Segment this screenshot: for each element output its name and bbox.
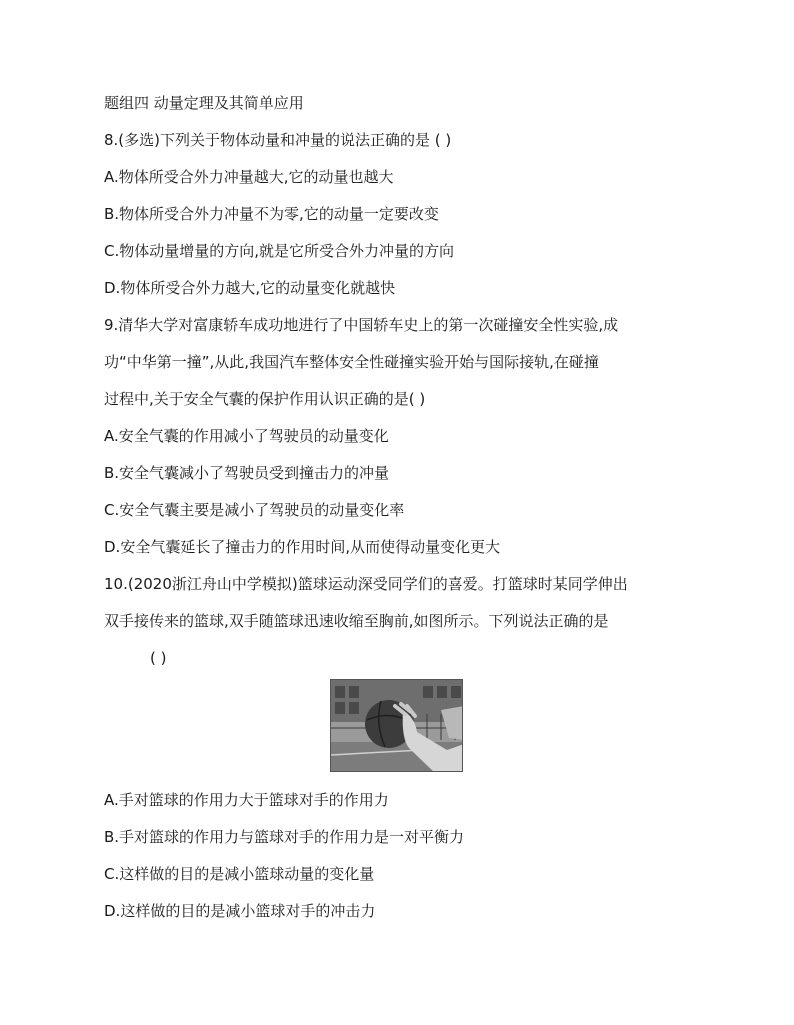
question-9-option-c: C.安全气囊主要是减小了驾驶员的动量变化率 xyxy=(104,501,405,519)
question-10-option-a: A.手对篮球的作用力大于篮球对手的作用力 xyxy=(104,791,389,809)
question-10-answer-blank: ( ) xyxy=(150,649,167,667)
question-10-stem-line-1: 10.(2020浙江舟山中学模拟)篮球运动深受同学们的喜爱。打篮球时某同学伸出 xyxy=(104,575,628,593)
question-8-option-d: D.物体所受合外力越大,它的动量变化就越快 xyxy=(104,279,396,297)
question-10-option-d: D.这样做的目的是减小篮球对手的冲击力 xyxy=(104,902,376,920)
question-10-option-b: B.手对篮球的作用力与篮球对手的作用力是一对平衡力 xyxy=(104,828,465,846)
question-9-stem-line-3: 过程中,关于安全气囊的保护作用认识正确的是( ) xyxy=(104,390,426,408)
question-9-option-a: A.安全气囊的作用减小了驾驶员的动量变化 xyxy=(104,427,389,445)
question-8-option-b: B.物体所受合外力冲量不为零,它的动量一定要改变 xyxy=(104,205,439,223)
question-9-stem-line-2: 功“中华第一撞”,从此,我国汽车整体安全性碰撞实验开始与国际接轨,在碰撞 xyxy=(104,353,599,371)
question-10-option-c: C.这样做的目的是减小篮球动量的变化量 xyxy=(104,865,375,883)
question-9-stem-line-1: 9.清华大学对富康轿车成功地进行了中国轿车史上的第一次碰撞安全性实验,成 xyxy=(104,316,619,334)
question-9-option-b: B.安全气囊减小了驾驶员受到撞击力的冲量 xyxy=(104,464,390,482)
question-9-option-d: D.安全气囊延长了撞击力的作用时间,从而使得动量变化更大 xyxy=(104,538,501,556)
basketball-catch-photo xyxy=(330,679,463,772)
question-8-option-c: C.物体动量增量的方向,就是它所受合外力冲量的方向 xyxy=(104,242,455,260)
group-title: 题组四 动量定理及其简单应用 xyxy=(104,94,304,112)
question-10-stem-line-2: 双手接传来的篮球,双手随篮球迅速收缩至胸前,如图所示。下列说法正确的是 xyxy=(104,612,609,630)
question-8-option-a: A.物体所受合外力冲量越大,它的动量也越大 xyxy=(104,168,394,186)
question-8-stem: 8.(多选)下列关于物体动量和冲量的说法正确的是 ( ) xyxy=(104,131,452,149)
